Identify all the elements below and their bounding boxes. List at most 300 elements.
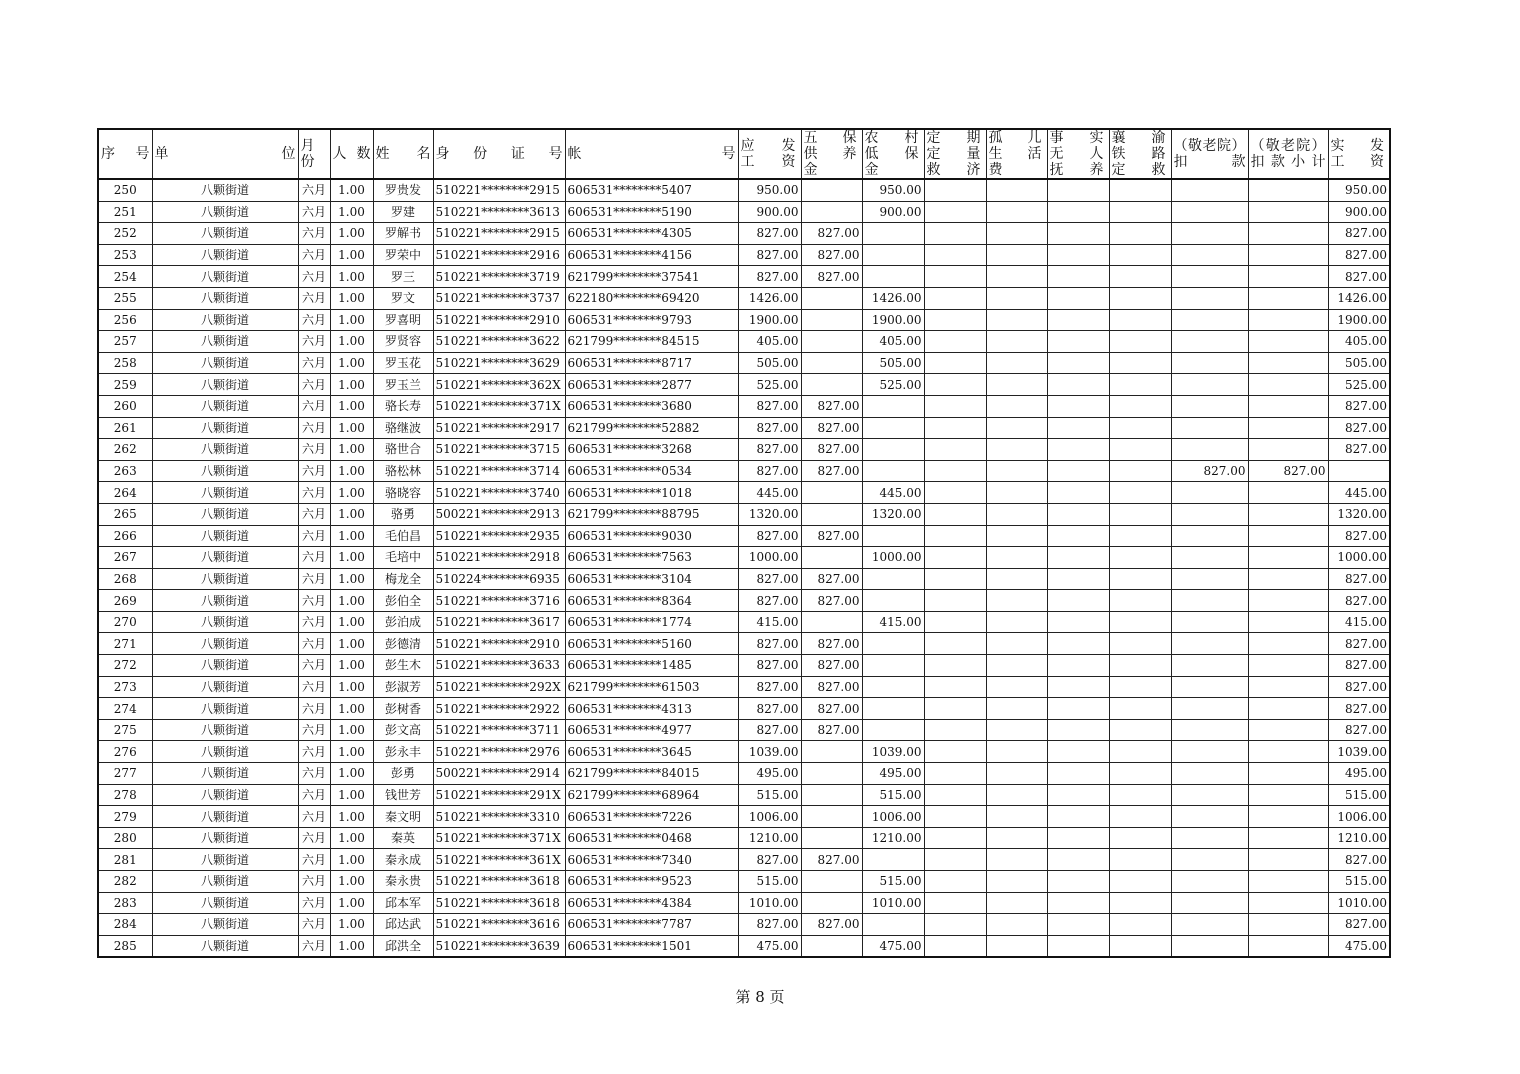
cell-name: 彭淑芳: [373, 676, 433, 698]
cell-nursing-home-deduction-subtotal: [1248, 590, 1328, 612]
table-row: [98, 287, 1390, 309]
header-row: [98, 129, 1390, 179]
cell-net-pay: 1000.00: [1328, 547, 1390, 569]
cell-xiangyu-railway-relief: [1109, 741, 1171, 763]
table-row: [98, 633, 1390, 655]
cell-xiangyu-railway-relief: [1109, 331, 1171, 353]
cell-nursing-home-deduction-subtotal: [1248, 309, 1328, 331]
cell-nursing-home-deduction: [1171, 568, 1248, 590]
cell-month: 六月: [298, 590, 330, 612]
header-fixed-relief: 定 期 定 量 救 济: [924, 129, 986, 179]
cell-unsupported-children: [1047, 309, 1109, 331]
cell-wubao-support: [801, 374, 862, 396]
cell-gross-pay: 445.00: [738, 482, 801, 504]
cell-unsupported-children: [1047, 201, 1109, 223]
cell-orphan-living: [986, 611, 1047, 633]
cell-rural-dibao: 1426.00: [862, 287, 924, 309]
header-count: 人 数: [330, 129, 373, 179]
cell-unsupported-children: [1047, 244, 1109, 266]
table-row: [98, 223, 1390, 245]
cell-unit: 八颗街道: [152, 223, 298, 245]
table-row: [98, 676, 1390, 698]
cell-unit: 八颗街道: [152, 482, 298, 504]
cell-gross-pay: 827.00: [738, 266, 801, 288]
cell-index: 281: [98, 849, 152, 871]
cell-month: 六月: [298, 871, 330, 893]
cell-account: 606531********7226: [565, 806, 738, 828]
cell-wubao-support: [801, 763, 862, 785]
cell-nursing-home-deduction: [1171, 503, 1248, 525]
cell-name: 罗玉花: [373, 352, 433, 374]
cell-net-pay: 1900.00: [1328, 309, 1390, 331]
table-body: [98, 179, 1390, 957]
cell-xiangyu-railway-relief: [1109, 849, 1171, 871]
cell-xiangyu-railway-relief: [1109, 374, 1171, 396]
cell-month: 六月: [298, 741, 330, 763]
cell-id-number: 510221********3716: [433, 590, 565, 612]
cell-net-pay: 415.00: [1328, 611, 1390, 633]
cell-fixed-relief: [924, 763, 986, 785]
cell-count: 1.00: [330, 935, 373, 957]
table-row: [98, 806, 1390, 828]
cell-account: 606531********3645: [565, 741, 738, 763]
cell-wubao-support: 827.00: [801, 417, 862, 439]
cell-count: 1.00: [330, 223, 373, 245]
cell-unsupported-children: [1047, 784, 1109, 806]
cell-wubao-support: 827.00: [801, 914, 862, 936]
cell-gross-pay: 1900.00: [738, 309, 801, 331]
cell-orphan-living: [986, 439, 1047, 461]
cell-index: 257: [98, 331, 152, 353]
cell-fixed-relief: [924, 892, 986, 914]
cell-id-number: 510221********292X: [433, 676, 565, 698]
cell-name: 邱洪全: [373, 935, 433, 957]
cell-count: 1.00: [330, 352, 373, 374]
cell-account: 621799********61503: [565, 676, 738, 698]
cell-account: 606531********0468: [565, 827, 738, 849]
cell-name: 彭勇: [373, 763, 433, 785]
cell-id-number: 510221********2918: [433, 547, 565, 569]
cell-nursing-home-deduction: [1171, 395, 1248, 417]
cell-orphan-living: [986, 525, 1047, 547]
cell-orphan-living: [986, 201, 1047, 223]
cell-orphan-living: [986, 417, 1047, 439]
cell-unit: 八颗街道: [152, 244, 298, 266]
cell-nursing-home-deduction: [1171, 179, 1248, 201]
cell-wubao-support: 827.00: [801, 849, 862, 871]
cell-net-pay: 827.00: [1328, 525, 1390, 547]
header-month: 月份: [298, 129, 330, 179]
cell-fixed-relief: [924, 784, 986, 806]
cell-fixed-relief: [924, 482, 986, 504]
cell-rural-dibao: 505.00: [862, 352, 924, 374]
cell-nursing-home-deduction-subtotal: [1248, 525, 1328, 547]
cell-orphan-living: [986, 914, 1047, 936]
cell-gross-pay: 827.00: [738, 568, 801, 590]
cell-gross-pay: 1320.00: [738, 503, 801, 525]
cell-net-pay: 1426.00: [1328, 287, 1390, 309]
cell-rural-dibao: [862, 244, 924, 266]
cell-net-pay: 827.00: [1328, 395, 1390, 417]
cell-month: 六月: [298, 935, 330, 957]
cell-unsupported-children: [1047, 892, 1109, 914]
cell-unit: 八颗街道: [152, 547, 298, 569]
cell-unit: 八颗街道: [152, 871, 298, 893]
cell-rural-dibao: [862, 698, 924, 720]
cell-rural-dibao: [862, 460, 924, 482]
header-unit: 单 位: [152, 129, 298, 179]
cell-nursing-home-deduction: [1171, 287, 1248, 309]
cell-wubao-support: 827.00: [801, 698, 862, 720]
cell-xiangyu-railway-relief: [1109, 352, 1171, 374]
cell-nursing-home-deduction: [1171, 201, 1248, 223]
cell-xiangyu-railway-relief: [1109, 417, 1171, 439]
cell-orphan-living: [986, 892, 1047, 914]
cell-nursing-home-deduction-subtotal: [1248, 719, 1328, 741]
cell-rural-dibao: 1320.00: [862, 503, 924, 525]
cell-account: 606531********9793: [565, 309, 738, 331]
cell-gross-pay: 515.00: [738, 784, 801, 806]
cell-xiangyu-railway-relief: [1109, 892, 1171, 914]
cell-count: 1.00: [330, 374, 373, 396]
cell-wubao-support: [801, 611, 862, 633]
cell-unit: 八颗街道: [152, 266, 298, 288]
cell-id-number: 500221********2913: [433, 503, 565, 525]
cell-wubao-support: [801, 806, 862, 828]
cell-account: 606531********0534: [565, 460, 738, 482]
cell-nursing-home-deduction-subtotal: [1248, 784, 1328, 806]
cell-unsupported-children: [1047, 914, 1109, 936]
cell-index: 256: [98, 309, 152, 331]
cell-unsupported-children: [1047, 417, 1109, 439]
cell-xiangyu-railway-relief: [1109, 244, 1171, 266]
cell-net-pay: 827.00: [1328, 655, 1390, 677]
cell-account: 606531********3268: [565, 439, 738, 461]
cell-nursing-home-deduction: [1171, 633, 1248, 655]
cell-wubao-support: [801, 871, 862, 893]
cell-orphan-living: [986, 590, 1047, 612]
cell-rural-dibao: [862, 676, 924, 698]
cell-name: 骆世合: [373, 439, 433, 461]
cell-xiangyu-railway-relief: [1109, 568, 1171, 590]
cell-rural-dibao: [862, 590, 924, 612]
cell-count: 1.00: [330, 611, 373, 633]
cell-unit: 八颗街道: [152, 784, 298, 806]
cell-xiangyu-railway-relief: [1109, 698, 1171, 720]
cell-wubao-support: 827.00: [801, 676, 862, 698]
cell-net-pay: 827.00: [1328, 633, 1390, 655]
cell-rural-dibao: 1010.00: [862, 892, 924, 914]
cell-fixed-relief: [924, 547, 986, 569]
cell-net-pay: 827.00: [1328, 719, 1390, 741]
cell-fixed-relief: [924, 935, 986, 957]
cell-xiangyu-railway-relief: [1109, 806, 1171, 828]
cell-count: 1.00: [330, 849, 373, 871]
cell-wubao-support: [801, 352, 862, 374]
cell-name: 秦永贵: [373, 871, 433, 893]
cell-nursing-home-deduction: [1171, 719, 1248, 741]
cell-fixed-relief: [924, 223, 986, 245]
cell-unsupported-children: [1047, 568, 1109, 590]
cell-id-number: 510221********3618: [433, 892, 565, 914]
table-row: [98, 266, 1390, 288]
cell-unsupported-children: [1047, 698, 1109, 720]
cell-month: 六月: [298, 482, 330, 504]
cell-orphan-living: [986, 266, 1047, 288]
cell-gross-pay: 827.00: [738, 460, 801, 482]
cell-id-number: 510221********3613: [433, 201, 565, 223]
cell-gross-pay: 1010.00: [738, 892, 801, 914]
cell-id-number: 510221********2915: [433, 179, 565, 201]
cell-account: 606531********4305: [565, 223, 738, 245]
cell-count: 1.00: [330, 395, 373, 417]
cell-count: 1.00: [330, 590, 373, 612]
cell-count: 1.00: [330, 547, 373, 569]
cell-nursing-home-deduction-subtotal: [1248, 287, 1328, 309]
cell-id-number: 510221********3719: [433, 266, 565, 288]
cell-gross-pay: 827.00: [738, 676, 801, 698]
cell-net-pay: 1320.00: [1328, 503, 1390, 525]
cell-count: 1.00: [330, 331, 373, 353]
cell-wubao-support: [801, 287, 862, 309]
cell-account: 606531********1485: [565, 655, 738, 677]
cell-net-pay: 827.00: [1328, 223, 1390, 245]
cell-fixed-relief: [924, 244, 986, 266]
cell-wubao-support: 827.00: [801, 266, 862, 288]
cell-unit: 八颗街道: [152, 590, 298, 612]
cell-orphan-living: [986, 331, 1047, 353]
cell-fixed-relief: [924, 741, 986, 763]
cell-orphan-living: [986, 287, 1047, 309]
cell-fixed-relief: [924, 374, 986, 396]
cell-orphan-living: [986, 849, 1047, 871]
cell-index: 277: [98, 763, 152, 785]
cell-name: 秦文明: [373, 806, 433, 828]
cell-name: 骆长寿: [373, 395, 433, 417]
cell-fixed-relief: [924, 719, 986, 741]
header-orphan-living: 孤 儿 生 活 费: [986, 129, 1047, 179]
cell-gross-pay: 827.00: [738, 223, 801, 245]
cell-xiangyu-railway-relief: [1109, 395, 1171, 417]
cell-id-number: 510221********371X: [433, 827, 565, 849]
cell-nursing-home-deduction: [1171, 223, 1248, 245]
cell-unsupported-children: [1047, 525, 1109, 547]
cell-name: 彭文高: [373, 719, 433, 741]
cell-xiangyu-railway-relief: [1109, 935, 1171, 957]
cell-account: 606531********4977: [565, 719, 738, 741]
cell-account: 606531********3104: [565, 568, 738, 590]
cell-gross-pay: 827.00: [738, 655, 801, 677]
cell-nursing-home-deduction-subtotal: [1248, 331, 1328, 353]
cell-id-number: 510221********2922: [433, 698, 565, 720]
cell-unsupported-children: [1047, 849, 1109, 871]
table-row: [98, 849, 1390, 871]
cell-name: 彭伯全: [373, 590, 433, 612]
cell-account: 606531********4313: [565, 698, 738, 720]
cell-unit: 八颗街道: [152, 460, 298, 482]
cell-net-pay: 1010.00: [1328, 892, 1390, 914]
cell-month: 六月: [298, 719, 330, 741]
cell-month: 六月: [298, 395, 330, 417]
cell-nursing-home-deduction-subtotal: 827.00: [1248, 460, 1328, 482]
cell-net-pay: [1328, 460, 1390, 482]
cell-index: 271: [98, 633, 152, 655]
cell-id-number: 510221********2910: [433, 309, 565, 331]
cell-unit: 八颗街道: [152, 395, 298, 417]
cell-gross-pay: 415.00: [738, 611, 801, 633]
cell-nursing-home-deduction-subtotal: [1248, 244, 1328, 266]
cell-id-number: 510221********3633: [433, 655, 565, 677]
table-row: [98, 525, 1390, 547]
cell-wubao-support: 827.00: [801, 525, 862, 547]
table-row: [98, 439, 1390, 461]
cell-unit: 八颗街道: [152, 331, 298, 353]
header-xiangyu-railway-relief: 襄 渝 铁 路 定 救: [1109, 129, 1171, 179]
cell-unsupported-children: [1047, 374, 1109, 396]
cell-unit: 八颗街道: [152, 719, 298, 741]
cell-fixed-relief: [924, 914, 986, 936]
cell-nursing-home-deduction-subtotal: [1248, 763, 1328, 785]
cell-nursing-home-deduction-subtotal: [1248, 417, 1328, 439]
cell-rural-dibao: [862, 525, 924, 547]
cell-wubao-support: 827.00: [801, 244, 862, 266]
cell-gross-pay: 515.00: [738, 871, 801, 893]
cell-net-pay: 900.00: [1328, 201, 1390, 223]
cell-name: 梅龙全: [373, 568, 433, 590]
header-net-pay: 实 发 工 资: [1328, 129, 1390, 179]
header-gross-pay: 应 发 工 资: [738, 129, 801, 179]
table-row: [98, 698, 1390, 720]
cell-fixed-relief: [924, 871, 986, 893]
cell-unit: 八颗街道: [152, 741, 298, 763]
cell-month: 六月: [298, 914, 330, 936]
table-row: [98, 590, 1390, 612]
cell-unsupported-children: [1047, 935, 1109, 957]
table-row: [98, 460, 1390, 482]
cell-account: 621799********52882: [565, 417, 738, 439]
cell-index: 285: [98, 935, 152, 957]
cell-orphan-living: [986, 309, 1047, 331]
cell-index: 255: [98, 287, 152, 309]
cell-index: 259: [98, 374, 152, 396]
cell-name: 毛伯昌: [373, 525, 433, 547]
cell-rural-dibao: 1900.00: [862, 309, 924, 331]
cell-rural-dibao: [862, 395, 924, 417]
cell-fixed-relief: [924, 201, 986, 223]
cell-account: 606531********5160: [565, 633, 738, 655]
cell-xiangyu-railway-relief: [1109, 784, 1171, 806]
cell-xiangyu-railway-relief: [1109, 460, 1171, 482]
cell-xiangyu-railway-relief: [1109, 633, 1171, 655]
cell-id-number: 510221********2976: [433, 741, 565, 763]
cell-wubao-support: 827.00: [801, 568, 862, 590]
cell-gross-pay: 900.00: [738, 201, 801, 223]
cell-gross-pay: 950.00: [738, 179, 801, 201]
header-id-number: 身 份 证 号: [433, 129, 565, 179]
cell-unit: 八颗街道: [152, 763, 298, 785]
cell-unit: 八颗街道: [152, 892, 298, 914]
cell-unsupported-children: [1047, 482, 1109, 504]
cell-count: 1.00: [330, 309, 373, 331]
cell-index: 280: [98, 827, 152, 849]
cell-fixed-relief: [924, 698, 986, 720]
cell-unsupported-children: [1047, 763, 1109, 785]
cell-account: 606531********1774: [565, 611, 738, 633]
cell-gross-pay: 827.00: [738, 244, 801, 266]
cell-net-pay: 515.00: [1328, 784, 1390, 806]
cell-nursing-home-deduction: [1171, 417, 1248, 439]
cell-name: 彭永丰: [373, 741, 433, 763]
cell-orphan-living: [986, 352, 1047, 374]
cell-count: 1.00: [330, 525, 373, 547]
cell-gross-pay: 1210.00: [738, 827, 801, 849]
cell-gross-pay: 827.00: [738, 698, 801, 720]
cell-unsupported-children: [1047, 827, 1109, 849]
cell-account: 606531********3680: [565, 395, 738, 417]
cell-unit: 八颗街道: [152, 849, 298, 871]
cell-net-pay: 405.00: [1328, 331, 1390, 353]
table-row: [98, 374, 1390, 396]
cell-account: 606531********7563: [565, 547, 738, 569]
header-unsupported-children: 事 实 无 人 抚 养: [1047, 129, 1109, 179]
cell-count: 1.00: [330, 417, 373, 439]
cell-unit: 八颗街道: [152, 698, 298, 720]
cell-rural-dibao: [862, 633, 924, 655]
cell-unsupported-children: [1047, 223, 1109, 245]
cell-unit: 八颗街道: [152, 201, 298, 223]
cell-nursing-home-deduction: [1171, 244, 1248, 266]
cell-rural-dibao: [862, 223, 924, 245]
cell-xiangyu-railway-relief: [1109, 266, 1171, 288]
cell-wubao-support: [801, 201, 862, 223]
cell-count: 1.00: [330, 503, 373, 525]
cell-count: 1.00: [330, 827, 373, 849]
cell-nursing-home-deduction-subtotal: [1248, 374, 1328, 396]
cell-nursing-home-deduction: [1171, 763, 1248, 785]
cell-gross-pay: 827.00: [738, 525, 801, 547]
cell-fixed-relief: [924, 590, 986, 612]
cell-gross-pay: 1006.00: [738, 806, 801, 828]
cell-name: 秦永成: [373, 849, 433, 871]
cell-unit: 八颗街道: [152, 352, 298, 374]
cell-month: 六月: [298, 698, 330, 720]
cell-count: 1.00: [330, 482, 373, 504]
cell-id-number: 510221********3740: [433, 482, 565, 504]
table-row: [98, 935, 1390, 957]
cell-xiangyu-railway-relief: [1109, 827, 1171, 849]
cell-orphan-living: [986, 655, 1047, 677]
cell-xiangyu-railway-relief: [1109, 871, 1171, 893]
cell-net-pay: 827.00: [1328, 417, 1390, 439]
cell-id-number: 510221********3616: [433, 914, 565, 936]
cell-nursing-home-deduction: [1171, 698, 1248, 720]
cell-xiangyu-railway-relief: [1109, 287, 1171, 309]
cell-rural-dibao: 1039.00: [862, 741, 924, 763]
cell-index: 266: [98, 525, 152, 547]
cell-rural-dibao: [862, 849, 924, 871]
cell-index: 251: [98, 201, 152, 223]
cell-nursing-home-deduction-subtotal: [1248, 741, 1328, 763]
cell-account: 606531********5190: [565, 201, 738, 223]
cell-rural-dibao: 495.00: [862, 763, 924, 785]
cell-count: 1.00: [330, 676, 373, 698]
cell-nursing-home-deduction: [1171, 352, 1248, 374]
cell-rural-dibao: 475.00: [862, 935, 924, 957]
table-row: [98, 331, 1390, 353]
cell-rural-dibao: 405.00: [862, 331, 924, 353]
cell-net-pay: 1210.00: [1328, 827, 1390, 849]
cell-gross-pay: 827.00: [738, 719, 801, 741]
